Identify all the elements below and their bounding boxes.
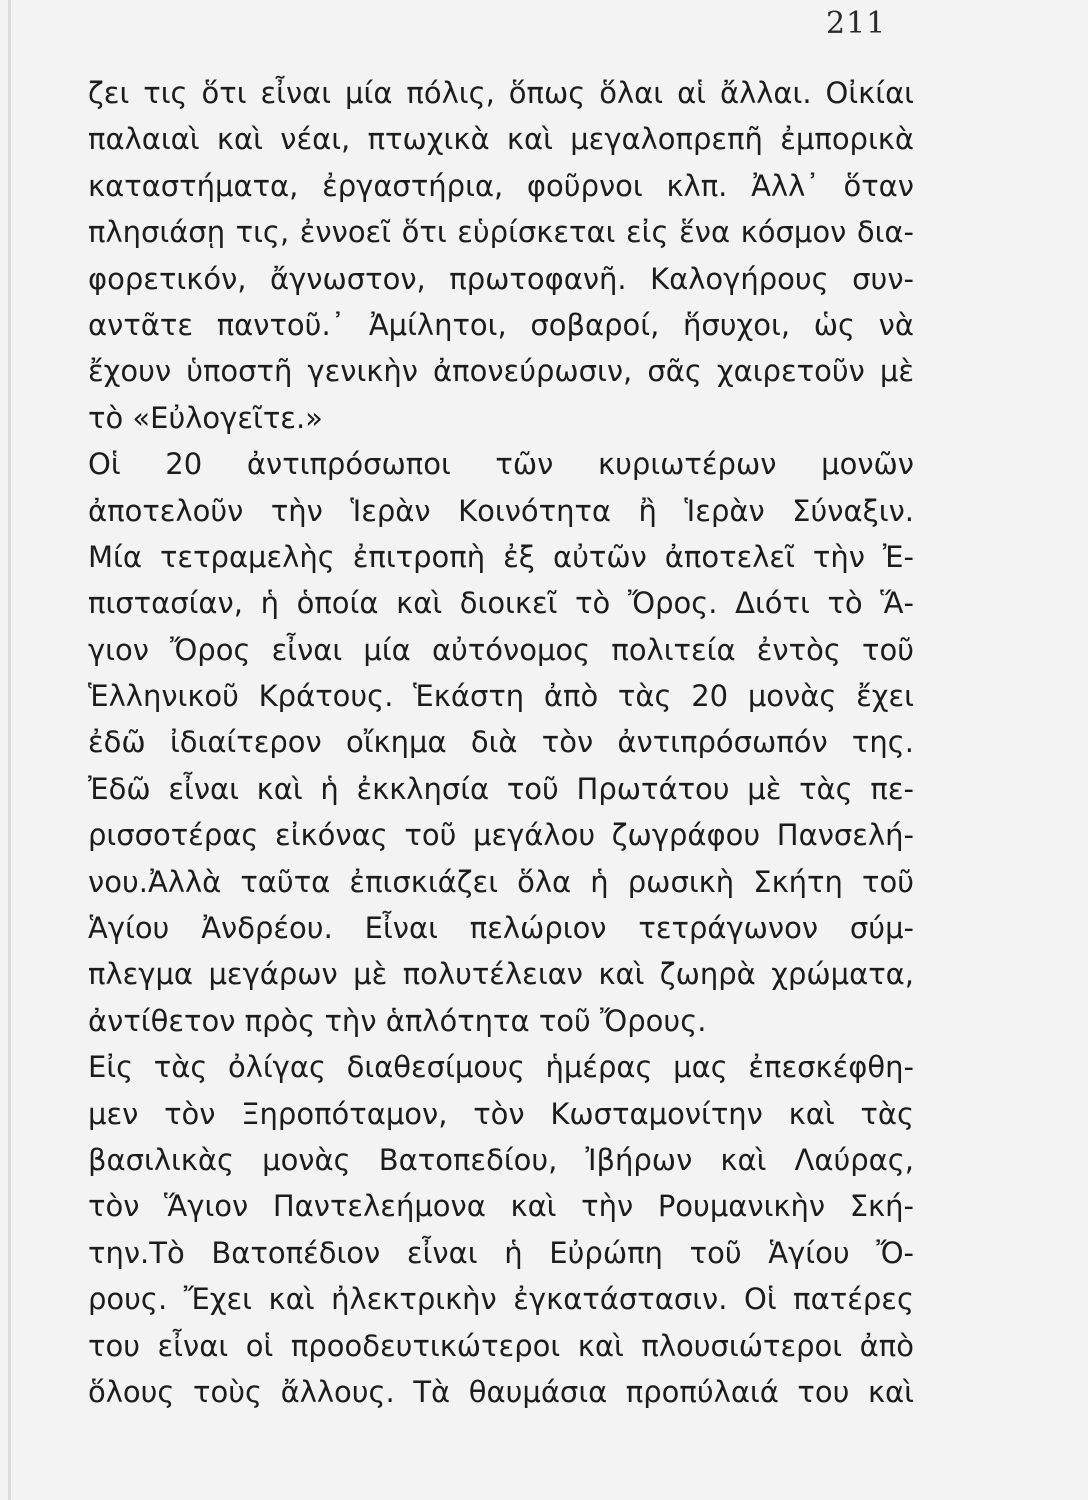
page-number: 211 <box>826 6 887 41</box>
text-line: ἐδῶ ἰδιαίτερον οἴκημα διὰ τὸν ἀντιπρόσωπόν της. <box>88 725 914 760</box>
text-line: Ἑλληνικοῦ Κράτους. Ἑκάστη ἀπὸ τὰς 20 μονὰς ἔχει <box>88 679 914 714</box>
text-line: ἀποτελοῦν τὴν Ἱερὰν Κοινότητα ἢ Ἱερὰν Σύναξιν. <box>88 493 914 528</box>
body-text <box>88 70 914 1415</box>
text-line: νου.Ἀλλὰ ταῦτα ἐπισκιάζει ὅλα ἡ ρωσικὴ Σκήτη τοῦ <box>88 864 914 899</box>
text-line: του εἶναι οἱ προοδευτικώτεροι καὶ πλουσιώτεροι ἀπὸ <box>88 1328 914 1363</box>
text-line: Μία τετραμελὴς ἐπιτροπὴ ἐξ αὐτῶν ἀποτελεῖ τὴν Ἐ- <box>88 539 914 574</box>
text-line: Ἁγίου Ἀνδρέου. Εἶναι πελώριον τετράγωνον σύμ- <box>88 911 914 946</box>
text-line: ρους. Ἔχει καὶ ἠλεκτρικὴν ἐγκατάστασιν. Οἱ πατέρες <box>88 1282 914 1317</box>
text-line: την.Τὸ Βατοπέδιον εἶναι ἡ Εὐρώπη τοῦ Ἁγίου Ὄ- <box>88 1235 914 1270</box>
text-line: αντᾶτε παντοῦ.᾿ Ἀμίλητοι, σοβαροί, ἥσυχοι, ὡς νὰ <box>88 307 914 342</box>
text-line: ρισσοτέρας εἰκόνας τοῦ μεγάλου ζωγράφου Πανσελή- <box>88 818 914 853</box>
text-line: Ἐδῶ εἶναι καὶ ἡ ἐκκλησία τοῦ Πρωτάτου μὲ τὰς πε- <box>88 771 914 806</box>
text-line: Οἱ 20 ἀντιπρόσωποι τῶν κυριωτέρων μονῶν <box>88 447 914 482</box>
text-line: πλεγμα μεγάρων μὲ πολυτέλειαν καὶ ζωηρὰ χρώματα, <box>88 957 914 992</box>
text-line: παλαιαὶ καὶ νέαι, πτωχικὰ καὶ μεγαλοπρεπῆ ἐμπορικὰ <box>88 122 914 157</box>
text-line: μεν τὸν Ξηροπόταμον, τὸν Κωσταμονίτην καὶ τὰς <box>88 1096 914 1131</box>
text-line: ζει τις ὅτι εἶναι μία πόλις, ὅπως ὅλαι αἱ ἄλλαι. Οἰκίαι <box>88 76 914 110</box>
text-line: γιον Ὄρος εἶναι μία αὐτόνομος πολιτεία ἐντὸς τοῦ <box>88 632 914 667</box>
text-line: τὸν Ἅγιον Παντελεήμονα καὶ τὴν Ρουμανικὴν Σκή- <box>88 1189 914 1224</box>
text-line: βασιλικὰς μονὰς Βατοπεδίου, Ἰβήρων καὶ Λαύρας, <box>88 1142 914 1177</box>
text-line: ὅλους τοὺς ἄλλους. Τὰ θαυμάσια προπύλαιά του καὶ <box>88 1374 914 1409</box>
text-line: πλησιάσῃ τις, ἐννοεῖ ὅτι εὑρίσκεται εἰς ἕνα κόσμον δια- <box>88 215 914 250</box>
text-line: τὸ «Εὐλογεῖτε.» <box>88 400 323 435</box>
text-line: φορετικόν, ἄγνωστον, πρωτοφανῆ. Καλογήρους συν- <box>88 261 914 296</box>
page-edge <box>8 0 11 1500</box>
text-line: καταστήματα, ἐργαστήρια, φοῦρνοι κλπ. Ἀλλ᾿ ὅταν <box>88 168 914 203</box>
text-line: ἀντίθετον πρὸς τὴν ἁπλότητα τοῦ Ὄρους. <box>88 1003 707 1038</box>
text-line: πιστασίαν, ἡ ὁποία καὶ διοικεῖ τὸ Ὄρος. Διότι τὸ Ἅ- <box>88 586 914 621</box>
text-line: Εἰς τὰς ὀλίγας διαθεσίμους ἡμέρας μας ἐπεσκέφθη- <box>88 1050 914 1085</box>
text-line: ἔχουν ὑποστῆ γενικὴν ἀπονεύρωσιν, σᾶς χαιρετοῦν μὲ <box>88 354 914 389</box>
